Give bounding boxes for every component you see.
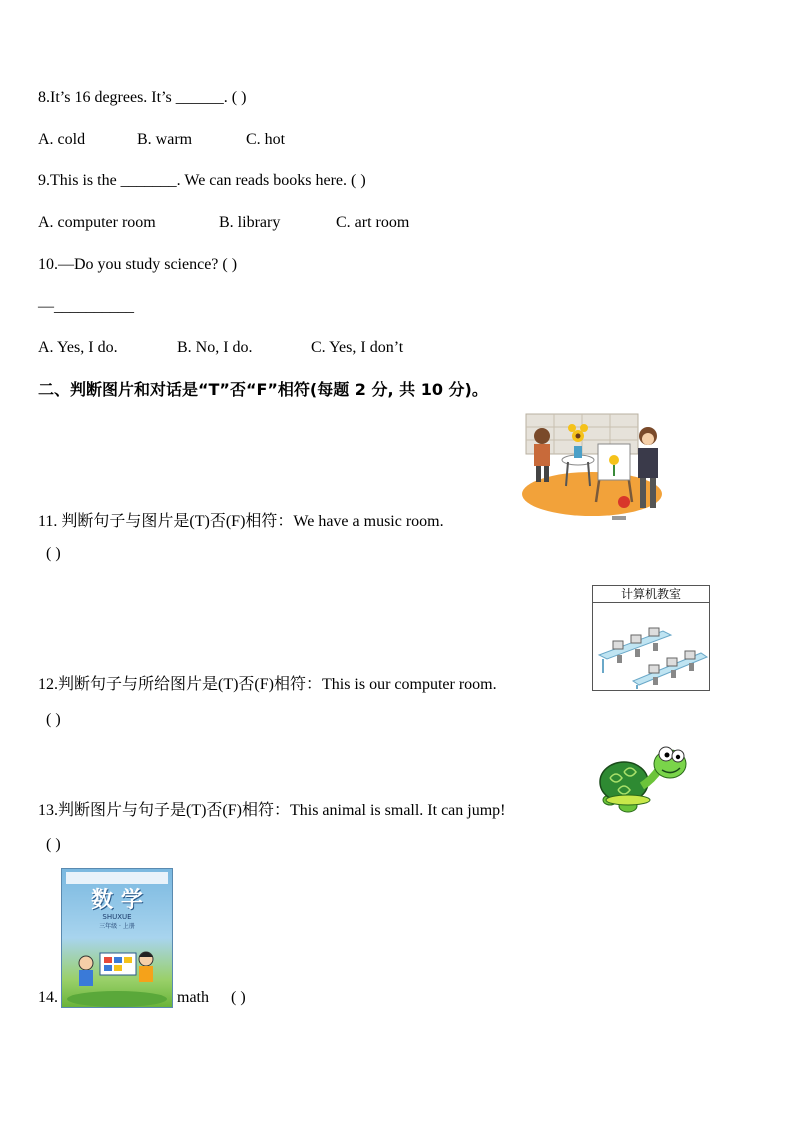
q12-answer-paren: ( ) — [46, 711, 61, 728]
q10-answer-line: —__________ — [38, 298, 134, 315]
turtle-picture — [598, 742, 690, 816]
q10-option-b: B. No, I do. — [177, 339, 253, 356]
q13-answer-paren: ( ) — [46, 836, 61, 853]
q12-text: 12.判断句子与所给图片是(T)否(F)相符：This is our computer room. — [38, 676, 497, 693]
turtle-illustration — [598, 742, 690, 816]
q9-stem: 9.This is the _______. We can reads books here. ( ) — [38, 172, 366, 189]
art-room-picture — [520, 406, 670, 530]
book-grade: 三年级 · 上册 — [99, 923, 135, 930]
art-room-illustration — [520, 406, 670, 530]
q8-option-a: A. cold — [38, 131, 86, 148]
book-title: 数 学 — [91, 887, 143, 913]
computer-room-picture — [592, 585, 710, 691]
q9-option-b: B. library — [219, 214, 281, 231]
q14-number: 14. — [38, 989, 58, 1006]
section2-heading: 二、判断图片和对话是“T”否“F”相符(每题 2 分, 共 10 分)。 — [38, 380, 488, 399]
q10-stem: 10.—Do you study science? ( ) — [38, 256, 238, 273]
book-pinyin: SHUXUE — [102, 913, 132, 921]
math-textbook-picture — [61, 868, 173, 1008]
computer-room-sign: 计算机教室 — [593, 586, 709, 603]
q10-option-a: A. Yes, I do. — [38, 339, 118, 356]
q8-option-c: C. hot — [246, 131, 286, 148]
q11-answer-paren: ( ) — [46, 545, 61, 562]
q11-text: 11. 判断句子与图片是(T)否(F)相符：We have a music room. — [38, 513, 444, 530]
q9-option-a: A. computer room — [38, 214, 156, 231]
q14-word: math — [177, 989, 209, 1006]
children-illustration — [62, 927, 172, 1007]
q14-answer-paren: ( ) — [231, 989, 246, 1006]
computer-desks-illustration — [593, 603, 709, 689]
q10-option-c: C. Yes, I don’t — [311, 339, 404, 356]
q8-stem: 8.It’s 16 degrees. It’s ______. ( ) — [38, 89, 247, 106]
q13-text: 13.判断图片与句子是(T)否(F)相符：This animal is small. It can jump! — [38, 802, 506, 819]
q8-option-b: B. warm — [137, 131, 193, 148]
q9-option-c: C. art room — [336, 214, 410, 231]
